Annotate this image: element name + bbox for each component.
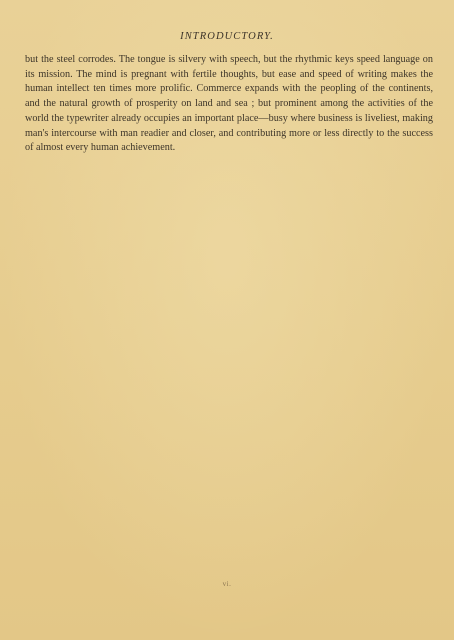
- body-paragraph: but the steel corrodes. The tongue is silvery with speech, but the rhythmic keys speed language on its mission. The mind is pregnant with fertile thoughts, but ease and speed of writing makes the human intellect ten times more prolific. Commerce expands with the peopling of the continents, and the natural growth of prosperity on land and sea ; but prominent among the activities of the world the typewriter already occupies an important place—busy where business is liveliest, making man's intercourse with man readier and closer, and contributing more or less directly to the success of almost every human achievement.: [25, 54, 433, 154]
- running-head: INTRODUCTORY.: [180, 31, 274, 42]
- page-number: vi.: [222, 580, 232, 588]
